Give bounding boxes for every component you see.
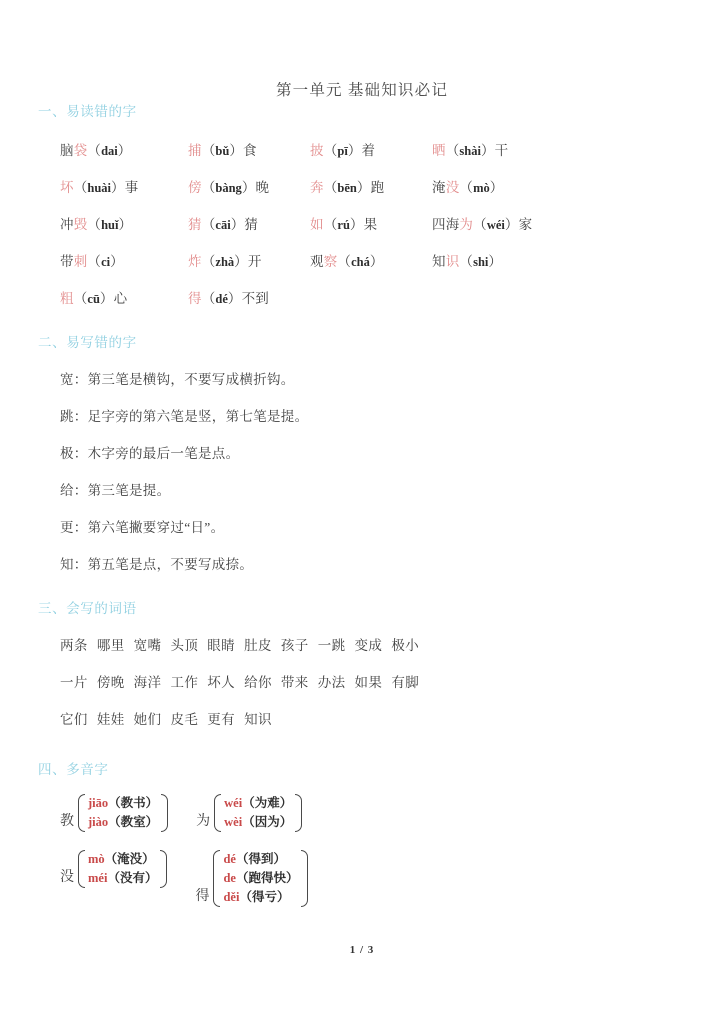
brace-bracket <box>75 850 169 888</box>
pinyin-entry <box>310 176 432 196</box>
pinyin-entry <box>60 287 188 307</box>
pinyin-entry <box>310 139 432 159</box>
section-heading-4: 四、多音字 <box>38 762 109 777</box>
vocabulary-word: 她们 <box>133 711 162 727</box>
highlighted-character: 猜 <box>188 216 202 232</box>
paren-close: ） <box>234 253 248 269</box>
pinyin-text: bǔ <box>215 143 230 158</box>
paren-open: （ <box>87 253 102 269</box>
stroke-note-line: 宽：第三笔是横钩，不要写成横折钩。 <box>60 371 295 387</box>
paren-open: （ <box>87 142 102 158</box>
pinyin-text: dai <box>101 143 118 158</box>
paren-close: ） <box>99 290 114 306</box>
polyphone-example: （教书） <box>108 796 159 810</box>
pinyin-text: bàng <box>215 180 242 195</box>
highlighted-character: 坏 <box>60 179 74 195</box>
highlighted-character: 为 <box>459 216 474 232</box>
polyphone-entry-list <box>224 794 292 832</box>
paren-open: （ <box>73 290 88 306</box>
polyphone-group <box>196 794 304 832</box>
vocabulary-word: 给你 <box>244 674 272 690</box>
polyphone-entry <box>223 888 298 907</box>
paren-open: （ <box>323 179 338 195</box>
pinyin-text: cāi <box>215 217 231 232</box>
vocabulary-word: 两条 <box>60 637 88 653</box>
vocabulary-word: 孩子 <box>280 637 309 653</box>
paren-open: （ <box>201 253 216 269</box>
highlighted-character: 识 <box>445 253 460 269</box>
entry-prefix: 四海 <box>432 216 460 232</box>
highlighted-character: 如 <box>310 216 324 232</box>
vocabulary-word: 办法 <box>317 674 346 690</box>
vocabulary-word: 皮毛 <box>170 711 199 727</box>
pinyin-text: rú <box>337 217 350 232</box>
section-heading-1: 一、易读错的字 <box>38 104 137 119</box>
entry-prefix: 知 <box>432 253 446 269</box>
paren-close: ） <box>489 179 504 195</box>
polyphone-entry <box>224 794 292 813</box>
polyphone-entry <box>223 869 298 888</box>
pinyin-row <box>0 241 724 278</box>
polyphone-example: （得到） <box>235 852 286 866</box>
pinyin-text: huài <box>87 180 112 195</box>
polyphone-pronunciation: děi <box>223 890 240 904</box>
paren-open: （ <box>201 142 216 158</box>
paren-close: ） <box>241 179 256 195</box>
stroke-note-line: 跳：足字旁的第六笔是竖，第七笔是提。 <box>60 408 309 424</box>
paren-close: ） <box>229 142 244 158</box>
entry-suffix: 跑 <box>370 179 385 195</box>
section-polyphones <box>0 758 724 907</box>
entry-prefix: 带 <box>60 253 74 269</box>
paren-close: ） <box>117 142 132 158</box>
polyphone-entry-list <box>88 850 157 888</box>
paren-close: ） <box>110 253 124 269</box>
paren-open: （ <box>201 216 216 232</box>
word-row <box>0 662 724 699</box>
paren-open: （ <box>473 216 487 232</box>
polyphone-row-1 <box>0 794 724 832</box>
polyphone-pronunciation: dé <box>223 852 236 866</box>
highlighted-character: 察 <box>323 253 338 269</box>
word-row <box>0 625 724 662</box>
pinyin-entry <box>188 213 310 233</box>
vocabulary-word: 有脚 <box>391 674 420 690</box>
pinyin-entry <box>310 213 432 233</box>
pinyin-text: pī <box>337 143 348 158</box>
paren-close: ） <box>504 216 519 232</box>
highlighted-character: 奔 <box>310 179 324 195</box>
polyphone-pronunciation: de <box>223 871 236 885</box>
stroke-note-list <box>0 359 724 581</box>
highlighted-character: 粗 <box>60 290 74 306</box>
entry-suffix: 干 <box>494 142 509 158</box>
pinyin-entry <box>432 213 572 233</box>
paren-close: ） <box>347 142 362 158</box>
pinyin-text: zhà <box>215 254 235 269</box>
polyphone-pronunciation: jiāo <box>88 796 109 810</box>
stroke-note-line: 知：第五笔是点，不要写成捺。 <box>60 556 254 572</box>
entry-suffix: 果 <box>363 216 378 232</box>
pinyin-text: ci <box>101 254 111 269</box>
page-number: 1 / 3 <box>349 944 375 956</box>
pinyin-text: bēn <box>337 180 357 195</box>
section-easy-misread <box>0 100 724 315</box>
vocabulary-word: 极小 <box>391 637 420 653</box>
entry-suffix: 食 <box>243 142 257 158</box>
vocabulary-word: 一片 <box>60 674 88 690</box>
brace-bracket <box>75 794 170 832</box>
pinyin-entry <box>188 287 310 307</box>
entry-prefix: 观 <box>310 253 324 269</box>
vocabulary-word: 变成 <box>354 637 383 653</box>
paren-open: （ <box>87 216 102 232</box>
polyphone-base-character: 没 <box>60 870 74 885</box>
highlighted-character: 晒 <box>432 142 446 158</box>
vocabulary-word: 工作 <box>170 674 199 690</box>
entry-suffix: 晚 <box>255 179 270 195</box>
paren-open: （ <box>201 290 216 306</box>
pinyin-text: chá <box>351 254 370 269</box>
entry-suffix: 不到 <box>241 290 270 306</box>
paren-close: ） <box>230 216 245 232</box>
pinyin-entry <box>188 139 310 159</box>
paren-close: ） <box>488 253 503 269</box>
polyphone-entry <box>88 794 158 813</box>
polyphone-base-character: 得 <box>195 889 210 904</box>
entry-suffix: 家 <box>518 216 533 232</box>
entry-suffix: 心 <box>113 290 128 306</box>
polyphone-group <box>195 850 310 907</box>
paren-open: （ <box>201 179 216 195</box>
paren-close: ） <box>227 290 242 306</box>
polyphone-example: （得亏） <box>239 890 290 904</box>
highlighted-character: 没 <box>445 179 460 195</box>
pinyin-text: cū <box>87 291 100 306</box>
highlighted-character: 毁 <box>73 216 88 232</box>
polyphone-group <box>60 794 170 832</box>
pinyin-entry <box>188 176 310 196</box>
polyphone-base-character: 教 <box>60 814 74 829</box>
vocabulary-word: 坏人 <box>207 674 236 690</box>
pinyin-text: wéi <box>486 217 505 232</box>
polyphone-entry <box>88 813 158 832</box>
pinyin-text: huǐ <box>101 217 119 232</box>
highlighted-character: 炸 <box>188 253 202 269</box>
paren-close: ） <box>349 216 364 232</box>
pinyin-entry <box>188 250 310 270</box>
vocabulary-word: 它们 <box>60 711 88 727</box>
vocabulary-word: 带来 <box>280 674 309 690</box>
pinyin-row-list <box>0 130 724 315</box>
paren-close: ） <box>118 216 133 232</box>
polyphone-row-2 <box>0 850 724 907</box>
pinyin-entry <box>432 176 572 196</box>
pinyin-text: shài <box>459 143 481 158</box>
section-easy-miswritten <box>0 331 724 581</box>
polyphone-example: （因为） <box>242 815 293 829</box>
paren-open: （ <box>323 142 338 158</box>
polyphone-example: （教室） <box>108 815 159 829</box>
highlighted-character: 刺 <box>73 253 88 269</box>
vocabulary-word: 如果 <box>354 674 383 690</box>
highlighted-character: 得 <box>188 290 202 306</box>
vocabulary-word: 哪里 <box>96 637 125 653</box>
polyphone-example: （为难） <box>242 796 293 810</box>
paren-close: ） <box>480 142 495 158</box>
paren-open: （ <box>323 216 338 232</box>
word-row <box>0 699 724 736</box>
section-writable-words <box>0 597 724 736</box>
polyphone-example: （淹没） <box>104 852 155 866</box>
pinyin-text: mò <box>473 180 490 195</box>
polyphone-entry <box>223 850 298 869</box>
entry-suffix: 着 <box>361 142 376 158</box>
pinyin-entry <box>60 139 188 159</box>
paren-close: ） <box>369 253 384 269</box>
polyphone-pronunciation: jiào <box>88 815 109 829</box>
entry-prefix: 脑 <box>60 142 74 158</box>
paren-close: ） <box>356 179 371 195</box>
vocabulary-word: 一跳 <box>317 637 346 653</box>
section-heading-2: 二、易写错的字 <box>38 335 137 350</box>
polyphone-pronunciation: wéi <box>224 796 243 810</box>
paren-close: ） <box>111 179 125 195</box>
word-row-list <box>0 625 724 736</box>
entry-suffix: 猜 <box>244 216 259 232</box>
vocabulary-word: 娃娃 <box>96 711 125 727</box>
vocabulary-word: 傍晚 <box>96 674 125 690</box>
polyphone-base-character: 为 <box>196 814 211 829</box>
polyphone-group <box>60 850 169 888</box>
paren-open: （ <box>73 179 88 195</box>
polyphone-example: （没有） <box>107 871 158 885</box>
pinyin-row <box>0 278 724 315</box>
polyphone-example: （跑得快） <box>235 871 299 885</box>
paren-open: （ <box>445 142 460 158</box>
brace-bracket <box>211 794 304 832</box>
paren-open: （ <box>459 179 474 195</box>
polyphone-entry <box>88 869 157 888</box>
pinyin-entry <box>432 250 572 270</box>
pinyin-entry <box>310 250 432 270</box>
highlighted-character: 捕 <box>188 142 202 158</box>
section-heading-3: 三、会写的词语 <box>38 601 137 616</box>
vocabulary-word: 海洋 <box>133 674 162 690</box>
pinyin-entry <box>60 213 188 233</box>
entry-suffix: 事 <box>124 179 139 195</box>
highlighted-character: 披 <box>310 142 324 158</box>
vocabulary-word: 知识 <box>244 711 272 727</box>
pinyin-entry <box>60 250 188 270</box>
polyphone-entry-list <box>223 850 298 907</box>
pinyin-text: shi <box>473 254 489 269</box>
vocabulary-word: 更有 <box>207 711 236 727</box>
stroke-note-line: 更：第六笔撇要穿过“日”。 <box>60 519 225 535</box>
pinyin-entry <box>60 176 188 196</box>
polyphone-pronunciation: méi <box>88 871 108 885</box>
pinyin-row <box>0 167 724 204</box>
pinyin-text: dé <box>215 291 228 306</box>
vocabulary-word: 头顶 <box>170 637 199 653</box>
polyphone-entry <box>224 813 292 832</box>
polyphone-pronunciation: mò <box>88 852 105 866</box>
pinyin-row <box>0 130 724 167</box>
highlighted-character: 袋 <box>73 142 88 158</box>
paren-open: （ <box>337 253 352 269</box>
entry-suffix: 开 <box>247 253 262 269</box>
entry-prefix: 淹 <box>432 179 446 195</box>
vocabulary-word: 眼睛 <box>207 637 236 653</box>
page-title: 第一单元 基础知识必记 <box>275 82 449 99</box>
polyphone-entry-list <box>88 794 158 832</box>
stroke-note-line: 极：木字旁的最后一笔是点。 <box>60 445 240 461</box>
brace-bracket <box>210 850 310 907</box>
pinyin-entry <box>432 139 572 159</box>
vocabulary-word: 肚皮 <box>244 637 272 653</box>
paren-open: （ <box>459 253 474 269</box>
pinyin-row <box>0 204 724 241</box>
stroke-note-line: 给：第三笔是提。 <box>60 482 171 498</box>
vocabulary-word: 宽嘴 <box>133 637 162 653</box>
highlighted-character: 傍 <box>188 179 202 195</box>
polyphone-entry <box>88 850 157 869</box>
polyphone-pronunciation: wèi <box>224 815 243 829</box>
entry-prefix: 冲 <box>60 216 74 232</box>
